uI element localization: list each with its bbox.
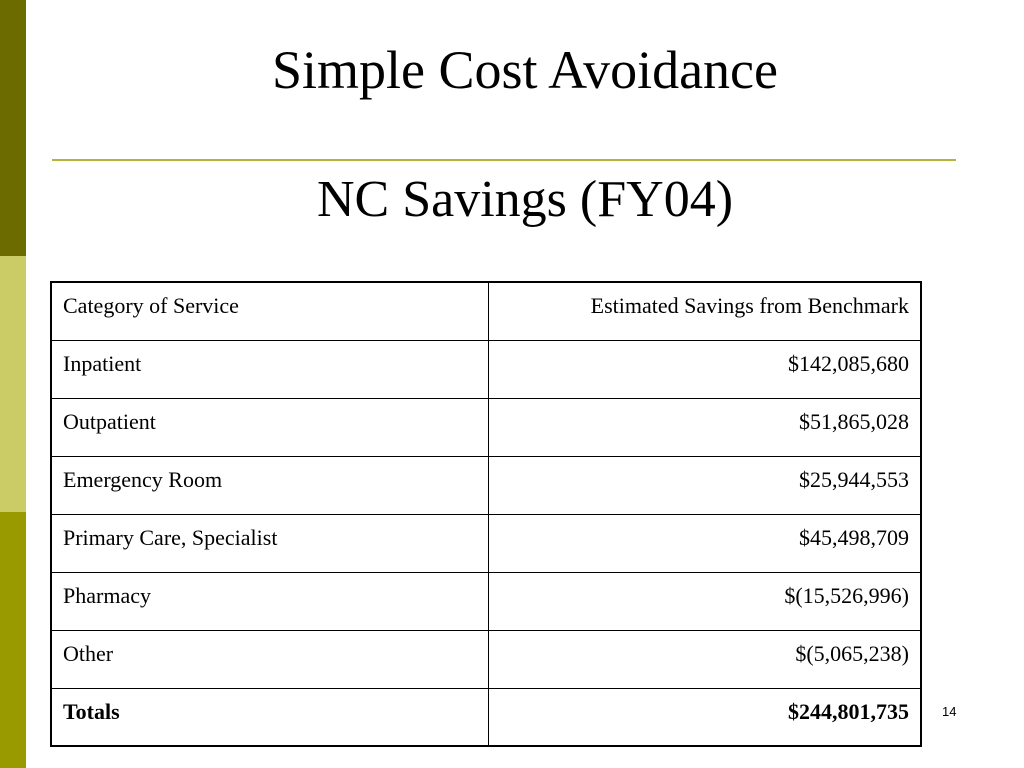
row-savings: $51,865,028 (488, 398, 921, 456)
table-header-row (51, 282, 921, 340)
table-row (51, 456, 921, 514)
table-row (51, 572, 921, 630)
row-category: Outpatient (51, 398, 488, 456)
header-savings: Estimated Savings from Benchmark (488, 282, 921, 340)
row-category: Primary Care, Specialist (51, 514, 488, 572)
savings-table (50, 281, 922, 747)
slide-title: Simple Cost Avoidance (272, 40, 778, 100)
row-category: Emergency Room (51, 456, 488, 514)
totals-label: Totals (51, 688, 488, 746)
table-row (51, 398, 921, 456)
totals-value: $244,801,735 (488, 688, 921, 746)
row-category: Other (51, 630, 488, 688)
row-category: Inpatient (51, 340, 488, 398)
row-savings: $45,498,709 (488, 514, 921, 572)
header-category: Category of Service (51, 282, 488, 340)
table-row (51, 340, 921, 398)
table-row (51, 514, 921, 572)
accent-bar-bottom (0, 512, 26, 768)
accent-bar-middle (0, 256, 26, 512)
table-row (51, 630, 921, 688)
row-category: Pharmacy (51, 572, 488, 630)
page-number: 14 (942, 704, 957, 719)
slide-subtitle: NC Savings (FY04) (316, 171, 734, 228)
row-savings: $25,944,553 (488, 456, 921, 514)
row-savings: $142,085,680 (488, 340, 921, 398)
row-savings: $(5,065,238) (488, 630, 921, 688)
accent-bar-top (0, 0, 26, 256)
row-savings: $(15,526,996) (488, 572, 921, 630)
title-divider (52, 159, 956, 161)
totals-row (51, 688, 921, 746)
